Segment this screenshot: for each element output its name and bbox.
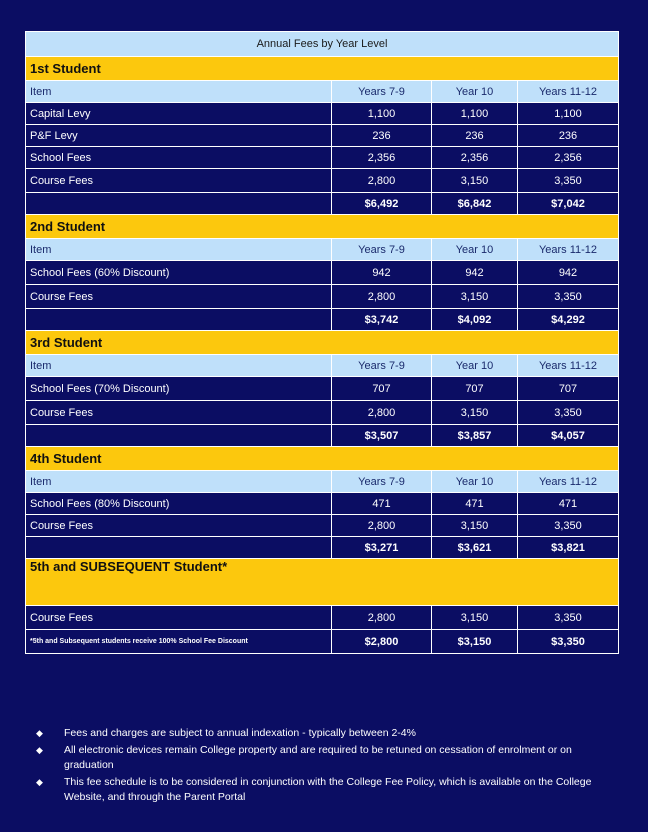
column-header-year-10: Year 10 bbox=[432, 355, 518, 377]
row-item: School Fees (70% Discount) bbox=[26, 377, 332, 401]
footnotes-list bbox=[36, 726, 616, 807]
total-value: $3,507 bbox=[332, 425, 432, 447]
column-header-years-11-12: Years 11-12 bbox=[518, 355, 619, 377]
total-row bbox=[26, 309, 619, 331]
total-value: $3,857 bbox=[432, 425, 518, 447]
total-value: $7,042 bbox=[518, 193, 619, 215]
total-value: $2,800 bbox=[332, 630, 432, 654]
column-header-years-7-9: Years 7-9 bbox=[332, 355, 432, 377]
table-title: Annual Fees by Year Level bbox=[26, 32, 619, 57]
total-label-empty bbox=[26, 309, 332, 331]
table-row bbox=[26, 103, 619, 125]
row-item: Course Fees bbox=[26, 515, 332, 537]
list-item bbox=[36, 775, 616, 805]
row-value: 2,800 bbox=[332, 401, 432, 425]
column-header-item: Item bbox=[26, 239, 332, 261]
total-value: $3,742 bbox=[332, 309, 432, 331]
row-value: 3,350 bbox=[518, 169, 619, 193]
row-item: Course Fees bbox=[26, 169, 332, 193]
table-row bbox=[26, 401, 619, 425]
row-value: 1,100 bbox=[518, 103, 619, 125]
total-value: $3,821 bbox=[518, 537, 619, 559]
row-value: 471 bbox=[332, 493, 432, 515]
table-row bbox=[26, 285, 619, 309]
row-value: 3,150 bbox=[432, 606, 518, 630]
note-text: This fee schedule is to be considered in conjunction with the College Fee Policy, which is available on the College Website, and through the Parent Portal bbox=[64, 776, 592, 803]
row-value: 2,356 bbox=[332, 147, 432, 169]
row-value: 3,150 bbox=[432, 515, 518, 537]
column-header-row bbox=[26, 81, 619, 103]
row-value: 2,800 bbox=[332, 515, 432, 537]
list-item bbox=[36, 726, 616, 741]
column-header-years-11-12: Years 11-12 bbox=[518, 471, 619, 493]
table-row bbox=[26, 515, 619, 537]
total-value: $4,057 bbox=[518, 425, 619, 447]
column-header-year-10: Year 10 bbox=[432, 81, 518, 103]
row-value: 2,800 bbox=[332, 169, 432, 193]
fees-table bbox=[25, 31, 619, 654]
total-value: $4,092 bbox=[432, 309, 518, 331]
row-value: 3,350 bbox=[518, 606, 619, 630]
row-value: 236 bbox=[432, 125, 518, 147]
row-item: Capital Levy bbox=[26, 103, 332, 125]
total-value: $6,492 bbox=[332, 193, 432, 215]
row-value: 707 bbox=[432, 377, 518, 401]
column-header-row bbox=[26, 355, 619, 377]
table-row bbox=[26, 493, 619, 515]
total-value: $3,621 bbox=[432, 537, 518, 559]
row-item: School Fees bbox=[26, 147, 332, 169]
table-title-row bbox=[26, 32, 619, 57]
total-value: $3,271 bbox=[332, 537, 432, 559]
section-label: 3rd Student bbox=[26, 331, 619, 355]
column-header-item: Item bbox=[26, 355, 332, 377]
column-header-year-10: Year 10 bbox=[432, 471, 518, 493]
total-value: $3,350 bbox=[518, 630, 619, 654]
row-value: 942 bbox=[332, 261, 432, 285]
table-row bbox=[26, 606, 619, 630]
column-header-years-7-9: Years 7-9 bbox=[332, 81, 432, 103]
row-item: Course Fees bbox=[26, 606, 332, 630]
section-label: 2nd Student bbox=[26, 215, 619, 239]
note-text: Fees and charges are subject to annual indexation - typically between 2-4% bbox=[64, 727, 416, 739]
row-item: Course Fees bbox=[26, 401, 332, 425]
total-row bbox=[26, 425, 619, 447]
row-item: Course Fees bbox=[26, 285, 332, 309]
row-value: 2,800 bbox=[332, 285, 432, 309]
section-label: 1st Student bbox=[26, 57, 619, 81]
column-header-years-11-12: Years 11-12 bbox=[518, 81, 619, 103]
bullet-icon: ◆ bbox=[36, 777, 43, 787]
table-row bbox=[26, 261, 619, 285]
total-value: $3,150 bbox=[432, 630, 518, 654]
row-value: 3,150 bbox=[432, 169, 518, 193]
total-value: $6,842 bbox=[432, 193, 518, 215]
section-label: 5th and SUBSEQUENT Student* bbox=[26, 559, 619, 606]
total-row bbox=[26, 630, 619, 654]
section-header-2nd-student bbox=[26, 215, 619, 239]
row-value: 1,100 bbox=[432, 103, 518, 125]
row-item: School Fees (60% Discount) bbox=[26, 261, 332, 285]
row-value: 471 bbox=[518, 493, 619, 515]
row-value: 942 bbox=[518, 261, 619, 285]
row-value: 3,350 bbox=[518, 401, 619, 425]
table-row bbox=[26, 377, 619, 401]
section-header-5th-student bbox=[26, 559, 619, 606]
row-value: 236 bbox=[518, 125, 619, 147]
table-row bbox=[26, 147, 619, 169]
bullet-icon: ◆ bbox=[36, 745, 43, 755]
note-text: All electronic devices remain College property and are required to be retuned on cessation of enrolment or on graduation bbox=[64, 744, 572, 771]
row-value: 3,350 bbox=[518, 285, 619, 309]
total-row bbox=[26, 537, 619, 559]
column-header-item: Item bbox=[26, 81, 332, 103]
row-value: 471 bbox=[432, 493, 518, 515]
column-header-row bbox=[26, 239, 619, 261]
section-header-4th-student bbox=[26, 447, 619, 471]
section-label: 4th Student bbox=[26, 447, 619, 471]
row-value: 1,100 bbox=[332, 103, 432, 125]
row-value: 942 bbox=[432, 261, 518, 285]
section-header-1st-student bbox=[26, 57, 619, 81]
row-item: School Fees (80% Discount) bbox=[26, 493, 332, 515]
total-label-empty bbox=[26, 537, 332, 559]
row-value: 2,356 bbox=[432, 147, 518, 169]
bullet-icon: ◆ bbox=[36, 728, 43, 738]
row-value: 3,150 bbox=[432, 401, 518, 425]
column-header-item: Item bbox=[26, 471, 332, 493]
column-header-years-7-9: Years 7-9 bbox=[332, 239, 432, 261]
row-value: 3,350 bbox=[518, 515, 619, 537]
column-header-row bbox=[26, 471, 619, 493]
row-value: 707 bbox=[518, 377, 619, 401]
row-value: 707 bbox=[332, 377, 432, 401]
total-label-empty bbox=[26, 425, 332, 447]
row-value: 2,356 bbox=[518, 147, 619, 169]
total-row bbox=[26, 193, 619, 215]
table-row bbox=[26, 169, 619, 193]
column-header-years-11-12: Years 11-12 bbox=[518, 239, 619, 261]
total-label-empty bbox=[26, 193, 332, 215]
total-value: $4,292 bbox=[518, 309, 619, 331]
table-row bbox=[26, 125, 619, 147]
row-value: 3,150 bbox=[432, 285, 518, 309]
row-value: 236 bbox=[332, 125, 432, 147]
discount-note: *5th and Subsequent students receive 100% School Fee Discount bbox=[26, 630, 332, 654]
row-value: 2,800 bbox=[332, 606, 432, 630]
row-item: P&F Levy bbox=[26, 125, 332, 147]
list-item bbox=[36, 743, 616, 773]
column-header-year-10: Year 10 bbox=[432, 239, 518, 261]
column-header-years-7-9: Years 7-9 bbox=[332, 471, 432, 493]
section-header-3rd-student bbox=[26, 331, 619, 355]
